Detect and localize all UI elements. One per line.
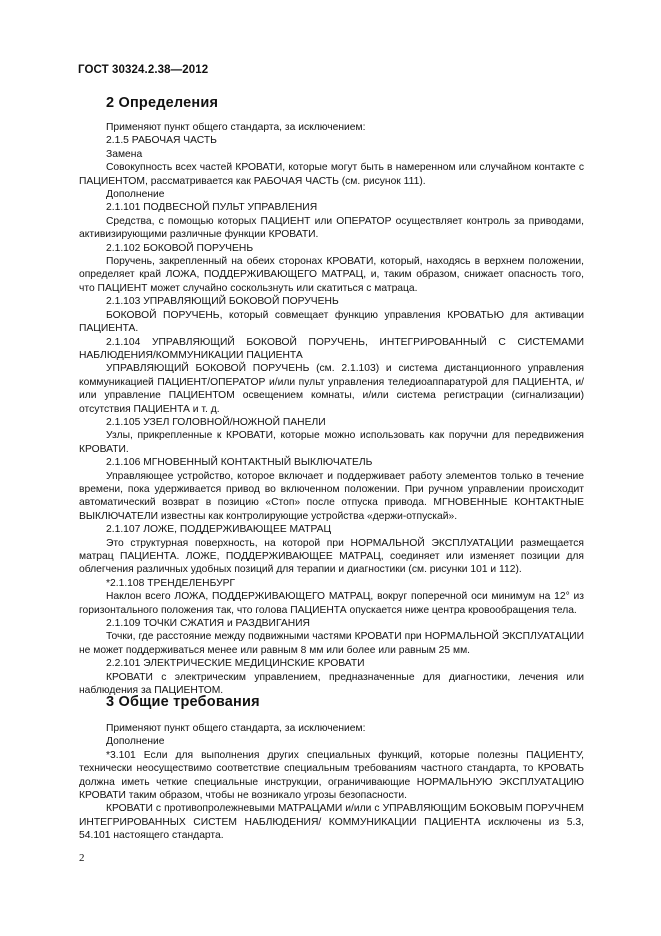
paragraph: Наклон всего ЛОЖА, ПОДДЕРЖИВАЮЩЕГО МАТРАЦ, вокруг поперечной оси минимум на 12° из горизонтального положения так, что голова ПАЦИЕНТА опускается ниже центра кровообращения тела. (79, 591, 584, 616)
paragraph: Замена (106, 148, 143, 160)
paragraph: Узлы, прикрепленные к КРОВАТИ, которые можно использовать как поручни для передвижения КРОВАТИ. (79, 430, 584, 455)
paragraph: БОКОВОЙ ПОРУЧЕНЬ, который совмещает функцию управления КРОВАТЬЮ для активации ПАЦИЕНТА. (79, 309, 584, 335)
paragraph: Средства, с помощью которых ПАЦИЕНТ или ОПЕРАТОР осуществляет контроль за приводами, активизирующими различные функции КРОВАТИ. (79, 215, 584, 241)
term-heading: 2.1.107 ЛОЖЕ, ПОДДЕРЖИВАЮЩЕЕ МАТРАЦ (106, 524, 332, 536)
paragraph: Точки, где расстояние между подвижными частями КРОВАТИ при НОРМАЛЬНОЙ ЭКСПЛУАТАЦИИ не может поддерживаться менее или равным 8 мм или более или равным 25 мм. (79, 631, 584, 656)
paragraph: Поручень, закрепленный на обеих сторонах КРОВАТИ, который, находясь в верхнем положении, определяет край ЛОЖА, ПОДДЕРЖИВАЮЩЕГО МАТРАЦ, и, таким образом, снижает опасность того, что ПАЦИЕНТ может случайно соскользнуть или скатиться с матраца. (79, 256, 584, 294)
paragraph: Управляющее устройство, которое включает и поддерживает работу элементов только в течение времени, пока удерживается привод во включенном положении. При ручном управлении происходит автоматический возврат в позицию «Стоп» после отпуска привода. МГНОВЕННЫЕ КОНТАКТНЫЕ ВЫКЛЮЧАТЕЛИ известны как контролирующие устройства «держи-отпускай». (79, 470, 584, 522)
paragraph: Применяют пункт общего стандарта, за исключением: (106, 122, 366, 133)
section-3-title: 3 Общие требования (106, 694, 260, 710)
term-heading: 2.1.103 УПРАВЛЯЮЩИЙ БОКОВОЙ ПОРУЧЕНЬ (106, 296, 339, 308)
paragraph: *3.101 Если для выполнения других специальных функций, которые полезны ПАЦИЕНТУ, технически неосуществимо соответствие специальным требованиям частного стандарта, то КРОВАТЬ должна иметь четкие специальные инструкции, ограничивающие НОРМАЛЬНУЮ ЭКСПЛУАТАЦИЮ КРОВАТИ таким образом, чтобы не возникало угрозы безопасности. (79, 749, 584, 802)
term-heading: 2.1.105 УЗЕЛ ГОЛОВНОЙ/НОЖНОЙ ПАНЕЛИ (106, 416, 326, 428)
term-heading: 2.1.106 МГНОВЕННЫЙ КОНТАКТНЫЙ ВЫКЛЮЧАТЕЛЬ (106, 457, 373, 469)
term-heading: 2.2.101 ЭЛЕКТРИЧЕСКИЕ МЕДИЦИНСКИЕ КРОВАТИ (106, 658, 365, 670)
term-heading: 2.1.102 БОКОВОЙ ПОРУЧЕНЬ (106, 242, 254, 254)
term-heading: 2.1.101 ПОДВЕСНОЙ ПУЛЬТ УПРАВЛЕНИЯ (106, 202, 318, 214)
term-heading: 2.1.109 ТОЧКИ СЖАТИЯ и РАЗДВИГАНИЯ (106, 618, 310, 630)
paragraph: КРОВАТИ с электрическим управлением, предназначенные для диагностики, лечения или наблюдения за ПАЦИЕНТОМ. (79, 671, 584, 697)
paragraph: Совокупность всех частей КРОВАТИ, которые могут быть в намеренном или случайном контакте с ПАЦИЕНТОМ, рассматривается как РАБОЧАЯ ЧАСТЬ (см. рисунок 111). (79, 162, 584, 187)
paragraph: Дополнение (106, 736, 165, 748)
section-3-body (79, 722, 584, 843)
term-heading: 2.1.104 УПРАВЛЯЮЩИЙ БОКОВОЙ ПОРУЧЕНЬ, ИНТЕГРИРОВАННЫЙ С СИСТЕМАМИ НАБЛЮДЕНИЯ/КОММУНИКАЦИИ ПАЦИЕНТА (79, 336, 584, 361)
paragraph: КРОВАТИ с противопролежневыми МАТРАЦАМИ и/или с УПРАВЛЯЮЩИМ БОКОВЫМ ПОРУЧНЕМ ИНТЕГРИРОВАННЫХ СИСТЕМ НАБЛЮДЕНИЯ/ КОММУНИКАЦИИ ПАЦИЕНТА исключены из 5.3, 54.101 настоящего стандарта. (79, 803, 584, 842)
section-2-body (79, 121, 584, 697)
section-2-title: 2 Определения (106, 95, 219, 111)
paragraph: УПРАВЛЯЮЩИЙ БОКОВОЙ ПОРУЧЕНЬ (см. 2.1.103) и система дистанционного управления коммуникацией ПАЦИЕНТ/ОПЕРАТОР и/или пульт управления теледиоаппаратурой для ПАЦИЕНТА, и/или управление ПАЦИЕНТОМ освещением комнаты, и/или система регистрации (сигнализации) отсутствия ПАЦИЕНТА и т. д. (79, 363, 584, 415)
paragraph: Применяют пункт общего стандарта, за исключением: (106, 723, 366, 734)
standard-header: ГОСТ 30324.2.38—2012 (78, 64, 209, 76)
page-number: 2 (79, 852, 85, 864)
paragraph: Это структурная поверхность, на которой при НОРМАЛЬНОЙ ЭКСПЛУАТАЦИИ размещается матрац ПАЦИЕНТА. ЛОЖЕ, ПОДДЕРЖИВАЮЩЕЕ МАТРАЦ, соединяет или изменяет позиции для облегчения различных удобных позиций для терапии и диагностики (см. рисунки 101 и 112). (79, 537, 584, 576)
term-heading: 2.1.5 РАБОЧАЯ ЧАСТЬ (106, 135, 217, 147)
paragraph: Дополнение (106, 189, 165, 201)
term-heading: *2.1.108 ТРЕНДЕЛЕНБУРГ (106, 577, 236, 589)
